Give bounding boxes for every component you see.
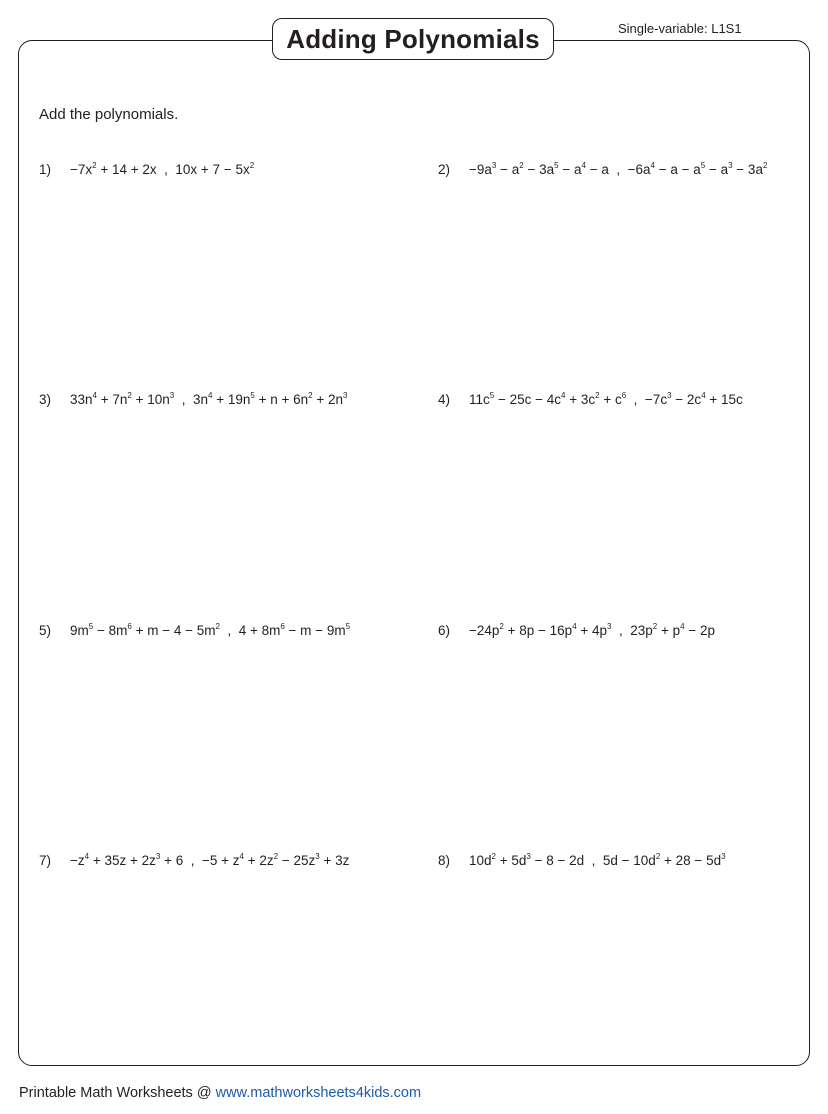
problem-number: 1)	[39, 162, 52, 177]
problem-number: 2)	[438, 162, 451, 177]
footer	[19, 1085, 421, 1101]
problem-number: 3)	[39, 392, 52, 407]
problem-6	[438, 623, 715, 638]
problem-number: 8)	[438, 853, 451, 868]
problem-3	[39, 392, 347, 407]
problem-number: 7)	[39, 853, 52, 868]
footer-text: Printable Math Worksheets @	[19, 1085, 216, 1101]
problem-expression: $-24p^2 + 8p - 16p^4 + 4p^3$ , $23p^2 + p^4 - 2p$	[469, 622, 715, 638]
problem-expression: $33n^4 + 7n^2 + 10n^3$ , $3n^4 + 19n^5 + n + 6n^2 + 2n^3$	[70, 391, 348, 407]
problem-5	[39, 623, 350, 638]
problem-expression: $9m^5 - 8m^6 + m - 4 - 5m^2$ , $4 + 8m^6 - m - 9m^5$	[70, 622, 351, 638]
problem-number: 6)	[438, 623, 451, 638]
problem-number: 4)	[438, 392, 451, 407]
instructions: Add the polynomials.	[39, 106, 179, 123]
problem-expression: $-9a^3 - a^2 - 3a^5 - a^4 - a$ , $-6a^4 - a - a^5 - a^3 - 3a^2$	[469, 161, 768, 177]
problem-2	[438, 162, 767, 177]
worksheet-title	[272, 18, 554, 60]
problem-expression: $10d^2 + 5d^3 - 8 - 2d$ , $5d - 10d^2 + 28 - 5d^3$	[469, 852, 726, 868]
problem-expression: $-7x^2 + 14 + 2x$ , $10x + 7 - 5x^2$	[70, 161, 255, 177]
footer-link[interactable]: www.mathworksheets4kids.com	[215, 1085, 422, 1101]
worksheet-title-text: Adding Polynomials	[286, 23, 540, 54]
problem-expression: $-z^4 + 35z + 2z^3 + 6$ , $-5 + z^4 + 2z^2 - 25z^3 + 3z$	[70, 852, 350, 868]
problem-expression: $11c^5 - 25c - 4c^4 + 3c^2 + c^6$ , $-7c^3 - 2c^4 + 15c$	[469, 391, 743, 407]
problem-number: 5)	[39, 623, 52, 638]
problem-4	[438, 392, 743, 407]
problem-7	[39, 853, 349, 868]
problem-8	[438, 853, 726, 868]
worksheet-frame	[18, 40, 810, 1066]
level-tag: Single-variable: L1S1	[618, 21, 742, 36]
problem-1	[39, 162, 254, 177]
